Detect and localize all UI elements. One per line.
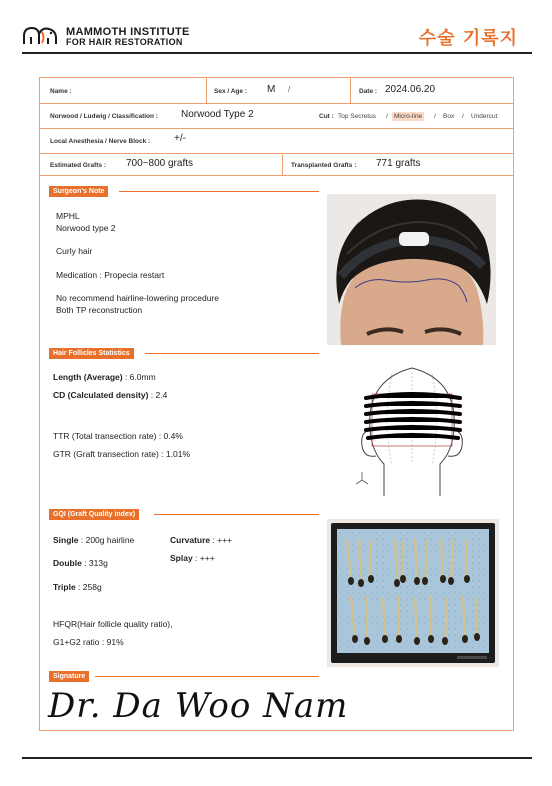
note-line-6: Both TP reconstruction: [56, 305, 143, 315]
cell-divider: [206, 78, 207, 103]
footer-divider: [22, 757, 532, 759]
splay-stat: [170, 553, 215, 563]
header-divider: [22, 52, 532, 54]
anesthesia-value: +/-: [174, 133, 186, 144]
row-divider: [40, 128, 513, 129]
note-line-1: MPHL: [56, 211, 80, 221]
double-stat: [53, 558, 108, 568]
note-line-3: Curly hair: [56, 246, 93, 256]
length-value: : 6.0mm: [122, 372, 156, 382]
cd-label: CD (Calculated density): [53, 390, 149, 400]
follicle-stats-header: [49, 348, 319, 359]
length-label: Length (Average): [53, 372, 123, 382]
estimated-grafts-label: Estimated Grafts :: [50, 162, 106, 169]
note-line-2: Norwood type 2: [56, 223, 116, 233]
surgeons-note-header: [49, 186, 319, 197]
sex-age-separator: /: [288, 85, 291, 94]
note-line-4: Medication : Propecia restart: [56, 270, 165, 280]
ratio-value: : 91%: [99, 637, 124, 647]
note-line-5: No recommend hairline-lowering procedure: [56, 293, 219, 303]
ttr-stat: [53, 431, 183, 441]
cut-separator: /: [434, 113, 436, 120]
signature-header: [49, 671, 319, 682]
cut-option-top-secretus: Top Secretus: [338, 113, 376, 120]
signature-title: Signature: [49, 671, 89, 682]
ttr-label: TTR (Total transection rate): [53, 431, 157, 441]
ratio-stat: [53, 637, 124, 647]
section-rule: [154, 514, 319, 515]
gqi-header: [49, 509, 319, 520]
single-value: : 200g hairline: [78, 535, 135, 545]
surgeons-note-title: Surgeon's Note: [49, 186, 108, 197]
transplanted-grafts-value: 771 grafts: [376, 158, 421, 169]
graft-monitor-photo: [327, 519, 499, 667]
cd-stat: [53, 390, 167, 400]
single-label: Single: [53, 535, 79, 545]
triple-value: : 258g: [75, 582, 102, 592]
transplanted-grafts-label: Transplanted Grafts :: [291, 162, 357, 169]
section-rule: [119, 191, 319, 192]
splay-label: Splay: [170, 553, 193, 563]
length-stat: [53, 372, 156, 382]
gtr-stat: [53, 449, 190, 459]
anesthesia-label: Local Anesthesia / Nerve Block :: [50, 138, 151, 145]
cut-option-micro-line-selected: Micro-line: [394, 113, 423, 120]
name-label: Name :: [50, 88, 72, 95]
date-value: 2024.06.20: [385, 84, 436, 95]
gqi-title: GQI (Graft Quality index): [49, 509, 139, 520]
classification-label: Norwood / Ludwig / Classification :: [50, 113, 158, 120]
double-value: : 313g: [81, 558, 108, 568]
curvature-label: Curvature: [170, 535, 211, 545]
triple-label: Triple: [53, 582, 76, 592]
mammoth-logo-icon: [22, 26, 62, 46]
splay-value: : +++: [192, 553, 215, 563]
document-title: 수술 기록지: [418, 28, 518, 49]
curvature-stat: [170, 535, 232, 545]
triple-stat: [53, 582, 102, 592]
gtr-label: GTR (Graft transection rate): [53, 449, 159, 459]
double-label: Double: [53, 558, 82, 568]
section-rule: [145, 353, 319, 354]
estimated-grafts-value: 700~800 grafts: [126, 158, 193, 169]
cut-option-box: Box: [443, 113, 455, 120]
cd-value: : 2.4: [148, 390, 168, 400]
gtr-value: : 1.01%: [158, 449, 190, 459]
date-label: Date :: [359, 88, 378, 95]
cell-divider: [282, 153, 283, 175]
donor-area-head-diagram: [352, 360, 472, 500]
hairline-photo: [327, 194, 496, 345]
cut-option-undercut: Undercut: [471, 113, 498, 120]
row-divider: [40, 153, 513, 154]
row-divider: [40, 175, 513, 176]
single-stat: [53, 535, 134, 545]
ttr-value: : 0.4%: [156, 431, 183, 441]
follicle-stats-title: Hair Follicles Statistics: [49, 348, 134, 359]
classification-value: Norwood Type 2: [181, 109, 254, 120]
sex-value: M: [267, 84, 276, 95]
hfqr-label: HFQR(Hair follicle quality ratio),: [53, 619, 173, 629]
cut-label: Cut :: [319, 113, 334, 120]
sex-age-label: Sex / Age :: [214, 88, 247, 95]
cut-separator: /: [462, 113, 464, 120]
cell-divider: [350, 78, 351, 103]
surgeon-signature: Dr. Da Woo Nam: [48, 686, 349, 726]
curvature-value: : +++: [210, 535, 233, 545]
ratio-label: G1+G2 ratio: [53, 637, 100, 647]
org-name-line1: MAMMOTH INSTITUTE: [66, 26, 190, 38]
section-rule: [95, 676, 319, 677]
row-divider: [40, 103, 513, 104]
cut-separator: /: [386, 113, 388, 120]
org-name-line2: FOR HAIR RESTORATION: [66, 37, 183, 47]
